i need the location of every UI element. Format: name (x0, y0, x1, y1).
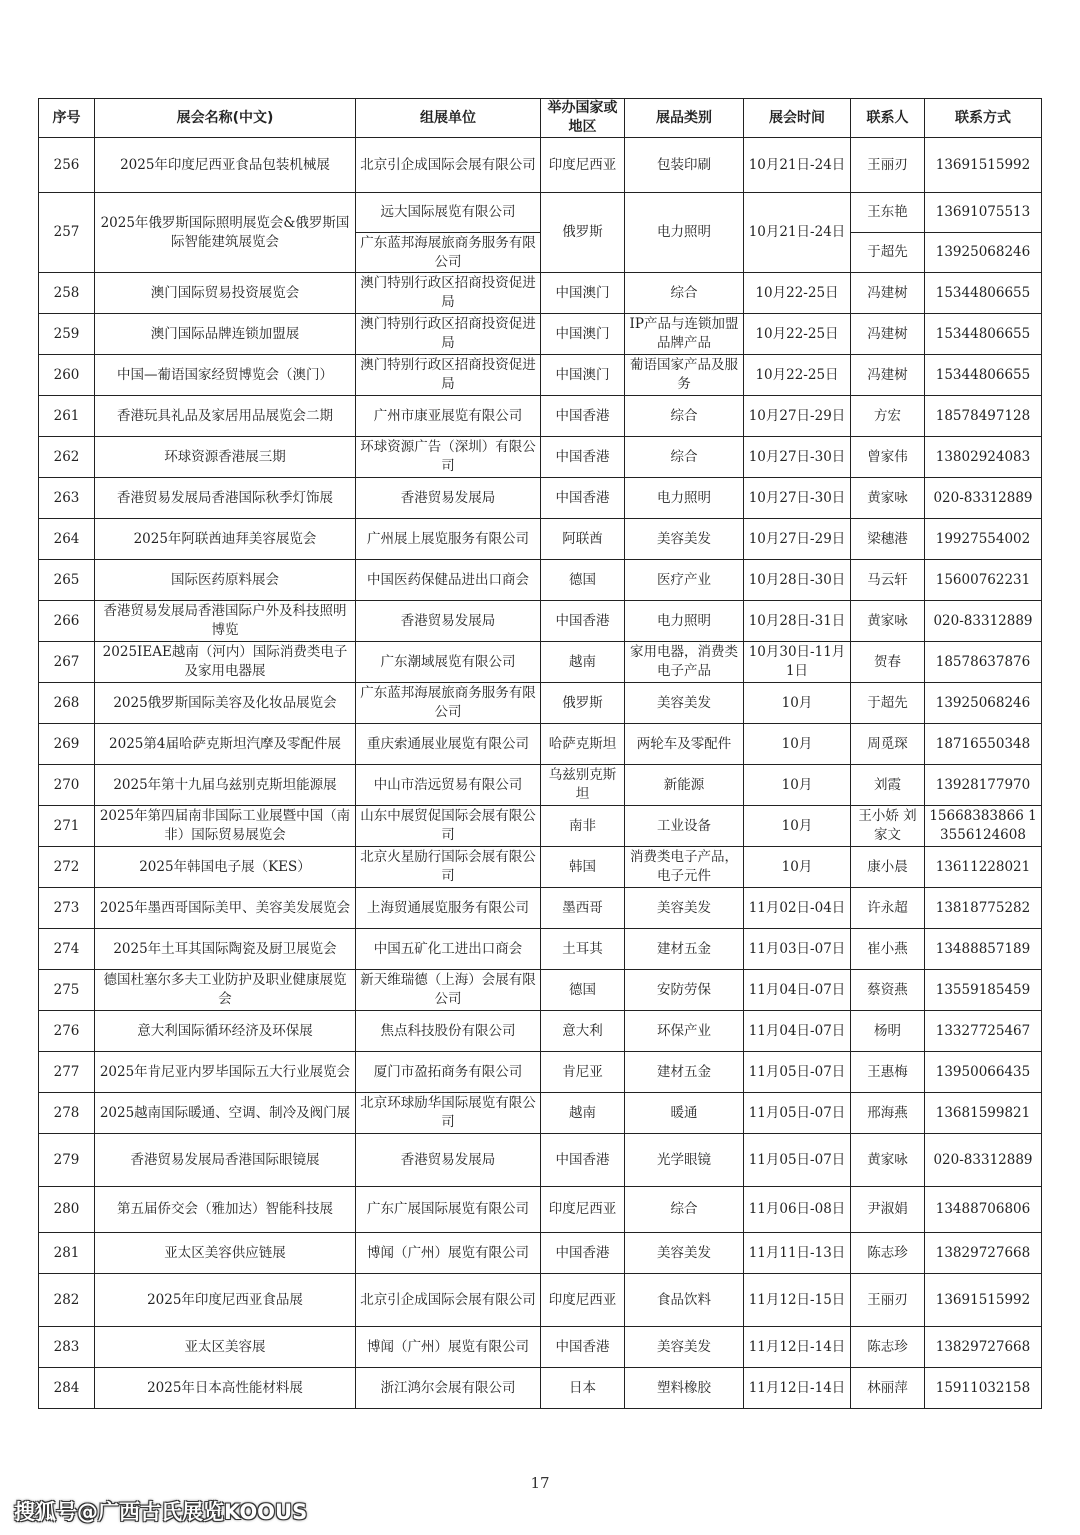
row-organizer: 焦点科技股份有限公司 (356, 1011, 541, 1052)
row-time: 11月12日-14日 (744, 1327, 851, 1368)
table-row (39, 1011, 1042, 1052)
row-serial: 271 (39, 806, 95, 847)
table-row (39, 314, 1042, 355)
row-exhibition-name: 2025年俄罗斯国际照明展览会&俄罗斯国际智能建筑展览会 (95, 193, 356, 273)
table-row (39, 478, 1042, 519)
row-serial: 268 (39, 683, 95, 724)
table-header-row (39, 99, 1042, 138)
row-phone: 13559185459 (925, 970, 1042, 1011)
row-time: 11月05日-07日 (744, 1093, 851, 1134)
row-time: 11月04日-07日 (744, 970, 851, 1011)
row-category: 综合 (625, 396, 744, 437)
table-row (39, 642, 1042, 683)
row-exhibition-name: 亚太区美容供应链展 (95, 1233, 356, 1274)
row-time: 10月21日-24日 (744, 138, 851, 193)
row-organizer: 新天维瑞德（上海）会展有限公司 (356, 970, 541, 1011)
table-row (39, 765, 1042, 806)
table-body (39, 138, 1042, 1409)
row-contact: 于超先 (851, 233, 925, 273)
row-category: 暖通 (625, 1093, 744, 1134)
row-phone: 19927554002 (925, 519, 1042, 560)
row-category: 综合 (625, 1187, 744, 1233)
row-time: 10月28日-30日 (744, 560, 851, 601)
row-contact: 梁穗港 (851, 519, 925, 560)
row-exhibition-name: 香港贸易发展局香港国际眼镜展 (95, 1134, 356, 1187)
row-contact: 于超先 (851, 683, 925, 724)
row-phone: 15344806655 (925, 273, 1042, 314)
row-country: 中国香港 (541, 1327, 625, 1368)
row-category: 新能源 (625, 765, 744, 806)
row-serial: 270 (39, 765, 95, 806)
row-exhibition-name: 中国—葡语国家经贸博览会（澳门） (95, 355, 356, 396)
row-exhibition-name: 澳门国际品牌连锁加盟展 (95, 314, 356, 355)
row-country: 乌兹别克斯坦 (541, 765, 625, 806)
row-exhibition-name: 2025年第四届南非国际工业展暨中国（南非）国际贸易展览会 (95, 806, 356, 847)
row-phone: 020-83312889 (925, 478, 1042, 519)
row-country: 日本 (541, 1368, 625, 1409)
row-category: 葡语国家产品及服务 (625, 355, 744, 396)
row-contact: 王丽刃 (851, 138, 925, 193)
row-time: 10月27日-30日 (744, 478, 851, 519)
row-phone: 15668383866 13556124608 (925, 806, 1042, 847)
row-country: 中国澳门 (541, 355, 625, 396)
row-contact: 康小晨 (851, 847, 925, 888)
row-category: 综合 (625, 437, 744, 478)
table-row (39, 1093, 1042, 1134)
row-country: 韩国 (541, 847, 625, 888)
row-organizer: 广东广展国际展览有限公司 (356, 1187, 541, 1233)
row-country: 印度尼西亚 (541, 138, 625, 193)
table-row (39, 601, 1042, 642)
row-category: 电力照明 (625, 478, 744, 519)
row-category: 建材五金 (625, 1052, 744, 1093)
row-contact: 王惠梅 (851, 1052, 925, 1093)
row-organizer: 远大国际展览有限公司 (356, 193, 541, 233)
row-contact: 王丽刃 (851, 1274, 925, 1327)
page-number: 17 (530, 1474, 550, 1492)
table-row (39, 138, 1042, 193)
row-phone: 020-83312889 (925, 1134, 1042, 1187)
row-country: 中国香港 (541, 1134, 625, 1187)
row-phone: 13928177970 (925, 765, 1042, 806)
row-category: 食品饮料 (625, 1274, 744, 1327)
row-time: 11月12日-15日 (744, 1274, 851, 1327)
row-serial: 279 (39, 1134, 95, 1187)
row-category: 家用电器，消费类电子产品 (625, 642, 744, 683)
row-organizer: 重庆索通展业展览有限公司 (356, 724, 541, 765)
row-organizer: 广东蓝邦海展旅商务服务有限公司 (356, 233, 541, 273)
row-category: 光学眼镜 (625, 1134, 744, 1187)
row-phone: 13611228021 (925, 847, 1042, 888)
row-country: 中国香港 (541, 478, 625, 519)
row-contact: 方宏 (851, 396, 925, 437)
header-exhibition-name: 展会名称(中文) (95, 99, 356, 138)
row-time: 11月12日-14日 (744, 1368, 851, 1409)
row-category: 建材五金 (625, 929, 744, 970)
row-contact: 冯建树 (851, 273, 925, 314)
row-exhibition-name: 2025年日本高性能材料展 (95, 1368, 356, 1409)
row-phone: 13802924083 (925, 437, 1042, 478)
row-country: 中国澳门 (541, 314, 625, 355)
row-exhibition-name: 2025越南国际暖通、空调、制冷及阀门展 (95, 1093, 356, 1134)
row-organizer: 北京引企成国际会展有限公司 (356, 138, 541, 193)
table-row (39, 355, 1042, 396)
row-serial: 273 (39, 888, 95, 929)
row-time: 10月27日-30日 (744, 437, 851, 478)
row-exhibition-name: 环球资源香港展三期 (95, 437, 356, 478)
row-organizer: 上海贸通展览服务有限公司 (356, 888, 541, 929)
row-exhibition-name: 亚太区美容展 (95, 1327, 356, 1368)
header-organizer: 组展单位 (356, 99, 541, 138)
header-time: 展会时间 (744, 99, 851, 138)
table-row (39, 1368, 1042, 1409)
table-row (39, 396, 1042, 437)
row-country: 印度尼西亚 (541, 1187, 625, 1233)
table-row (39, 193, 1042, 233)
row-country: 德国 (541, 560, 625, 601)
row-contact: 冯建树 (851, 314, 925, 355)
table-row (39, 847, 1042, 888)
table-row (39, 888, 1042, 929)
row-phone: 13691515992 (925, 138, 1042, 193)
table-row (39, 273, 1042, 314)
row-contact: 林丽萍 (851, 1368, 925, 1409)
row-exhibition-name: 澳门国际贸易投资展览会 (95, 273, 356, 314)
table-row (39, 1187, 1042, 1233)
row-serial: 269 (39, 724, 95, 765)
row-organizer: 博闻（广州）展览有限公司 (356, 1233, 541, 1274)
row-serial: 256 (39, 138, 95, 193)
row-time: 10月 (744, 683, 851, 724)
row-contact: 邢海燕 (851, 1093, 925, 1134)
row-organizer: 环球资源广告（深圳）有限公司 (356, 437, 541, 478)
row-organizer: 广东蓝邦海展旅商务服务有限公司 (356, 683, 541, 724)
row-category: 包装印刷 (625, 138, 744, 193)
header-phone: 联系方式 (925, 99, 1042, 138)
row-organizer: 北京火星励行国际会展有限公司 (356, 847, 541, 888)
row-phone: 13691075513 (925, 193, 1042, 233)
row-phone: 18716550348 (925, 724, 1042, 765)
row-organizer: 北京引企成国际会展有限公司 (356, 1274, 541, 1327)
row-category: IP产品与连锁加盟品牌产品 (625, 314, 744, 355)
row-phone: 13681599821 (925, 1093, 1042, 1134)
row-contact: 贺春 (851, 642, 925, 683)
row-contact: 陈志珍 (851, 1327, 925, 1368)
row-serial: 276 (39, 1011, 95, 1052)
row-category: 电力照明 (625, 601, 744, 642)
row-exhibition-name: 意大利国际循环经济及环保展 (95, 1011, 356, 1052)
row-country: 中国香港 (541, 396, 625, 437)
row-phone: 13925068246 (925, 683, 1042, 724)
header-contact: 联系人 (851, 99, 925, 138)
row-contact: 王东艳 (851, 193, 925, 233)
table-row (39, 806, 1042, 847)
row-serial: 272 (39, 847, 95, 888)
row-phone: 020-83312889 (925, 601, 1042, 642)
row-exhibition-name: 2025年韩国电子展（KES） (95, 847, 356, 888)
row-exhibition-name: 2025年印度尼西亚食品包装机械展 (95, 138, 356, 193)
header-country: 举办国家或地区 (541, 99, 625, 138)
table-row (39, 683, 1042, 724)
row-contact: 蔡资燕 (851, 970, 925, 1011)
table-row (39, 1327, 1042, 1368)
row-serial: 265 (39, 560, 95, 601)
row-category: 消费类电子产品，电子元件 (625, 847, 744, 888)
row-organizer: 澳门特别行政区招商投资促进局 (356, 314, 541, 355)
row-organizer: 北京环球励华国际展览有限公司 (356, 1093, 541, 1134)
row-country: 肯尼亚 (541, 1052, 625, 1093)
row-serial: 266 (39, 601, 95, 642)
row-serial: 278 (39, 1093, 95, 1134)
row-country: 阿联酋 (541, 519, 625, 560)
table-row (39, 929, 1042, 970)
row-exhibition-name: 香港玩具礼品及家居用品展览会二期 (95, 396, 356, 437)
row-serial: 260 (39, 355, 95, 396)
row-phone: 13818775282 (925, 888, 1042, 929)
row-organizer: 浙江鸿尔会展有限公司 (356, 1368, 541, 1409)
row-time: 11月03日-07日 (744, 929, 851, 970)
row-country: 意大利 (541, 1011, 625, 1052)
table-row (39, 560, 1042, 601)
row-organizer: 澳门特别行政区招商投资促进局 (356, 273, 541, 314)
row-exhibition-name: 2025年第十九届乌兹别克斯坦能源展 (95, 765, 356, 806)
row-exhibition-name: 2025年墨西哥国际美甲、美容美发展览会 (95, 888, 356, 929)
row-phone: 13327725467 (925, 1011, 1042, 1052)
row-phone: 13488857189 (925, 929, 1042, 970)
row-category: 美容美发 (625, 1327, 744, 1368)
row-organizer: 中国医药保健品进出口商会 (356, 560, 541, 601)
row-exhibition-name: 第五届侨交会（雅加达）智能科技展 (95, 1187, 356, 1233)
row-category: 美容美发 (625, 519, 744, 560)
row-country: 俄罗斯 (541, 683, 625, 724)
row-phone: 13488706806 (925, 1187, 1042, 1233)
row-country: 中国香港 (541, 601, 625, 642)
row-serial: 283 (39, 1327, 95, 1368)
row-country: 德国 (541, 970, 625, 1011)
row-category: 综合 (625, 273, 744, 314)
table-row (39, 724, 1042, 765)
row-country: 中国香港 (541, 1233, 625, 1274)
table-row (39, 1274, 1042, 1327)
table-row (39, 970, 1042, 1011)
row-contact: 曾家伟 (851, 437, 925, 478)
row-contact: 尹淑娟 (851, 1187, 925, 1233)
row-time: 10月21日-24日 (744, 193, 851, 273)
row-exhibition-name: 2025年肯尼亚内罗毕国际五大行业展览会 (95, 1052, 356, 1093)
row-time: 10月27日-29日 (744, 519, 851, 560)
row-time: 10月28日-31日 (744, 601, 851, 642)
row-category: 安防劳保 (625, 970, 744, 1011)
row-country: 中国香港 (541, 437, 625, 478)
row-serial: 258 (39, 273, 95, 314)
row-time: 10月 (744, 806, 851, 847)
row-category: 美容美发 (625, 683, 744, 724)
row-phone: 15600762231 (925, 560, 1042, 601)
row-country: 哈萨克斯坦 (541, 724, 625, 765)
row-time: 10月22-25日 (744, 314, 851, 355)
row-exhibition-name: 2025IEAE越南（河内）国际消费类电子及家用电器展 (95, 642, 356, 683)
row-serial: 263 (39, 478, 95, 519)
row-organizer: 广州展上展览服务有限公司 (356, 519, 541, 560)
row-phone: 13950066435 (925, 1052, 1042, 1093)
row-time: 10月22-25日 (744, 273, 851, 314)
row-phone: 13691515992 (925, 1274, 1042, 1327)
row-phone: 18578637876 (925, 642, 1042, 683)
row-contact: 崔小燕 (851, 929, 925, 970)
row-exhibition-name: 2025年印度尼西亚食品展 (95, 1274, 356, 1327)
row-serial: 280 (39, 1187, 95, 1233)
row-category: 工业设备 (625, 806, 744, 847)
row-country: 南非 (541, 806, 625, 847)
row-serial: 281 (39, 1233, 95, 1274)
row-serial: 257 (39, 193, 95, 273)
row-phone: 13829727668 (925, 1233, 1042, 1274)
row-serial: 274 (39, 929, 95, 970)
row-phone: 15344806655 (925, 314, 1042, 355)
row-exhibition-name: 国际医药原料展会 (95, 560, 356, 601)
row-organizer: 香港贸易发展局 (356, 601, 541, 642)
row-exhibition-name: 香港贸易发展局香港国际户外及科技照明博览 (95, 601, 356, 642)
table-row (39, 1052, 1042, 1093)
row-organizer: 广东潮域展览有限公司 (356, 642, 541, 683)
row-time: 10月 (744, 847, 851, 888)
row-serial: 264 (39, 519, 95, 560)
row-country: 越南 (541, 642, 625, 683)
row-serial: 277 (39, 1052, 95, 1093)
row-serial: 282 (39, 1274, 95, 1327)
header-category: 展品类别 (625, 99, 744, 138)
row-serial: 275 (39, 970, 95, 1011)
row-category: 美容美发 (625, 888, 744, 929)
row-organizer: 中山市浩远贸易有限公司 (356, 765, 541, 806)
row-contact: 黄家咏 (851, 601, 925, 642)
header-serial: 序号 (39, 99, 95, 138)
row-time: 11月05日-07日 (744, 1134, 851, 1187)
row-time: 11月04日-07日 (744, 1011, 851, 1052)
exhibition-table (38, 98, 1042, 1409)
row-organizer: 厦门市盈拓商务有限公司 (356, 1052, 541, 1093)
row-organizer: 博闻（广州）展览有限公司 (356, 1327, 541, 1368)
row-exhibition-name: 2025年土耳其国际陶瓷及厨卫展览会 (95, 929, 356, 970)
row-phone: 18578497128 (925, 396, 1042, 437)
row-country: 中国澳门 (541, 273, 625, 314)
row-category: 电力照明 (625, 193, 744, 273)
row-time: 10月22-25日 (744, 355, 851, 396)
table-row (39, 519, 1042, 560)
row-category: 塑料橡胶 (625, 1368, 744, 1409)
row-serial: 267 (39, 642, 95, 683)
row-category: 两轮车及零配件 (625, 724, 744, 765)
row-category: 医疗产业 (625, 560, 744, 601)
row-time: 11月05日-07日 (744, 1052, 851, 1093)
table-row (39, 437, 1042, 478)
row-organizer: 广州市康亚展览有限公司 (356, 396, 541, 437)
row-country: 土耳其 (541, 929, 625, 970)
row-organizer: 澳门特别行政区招商投资促进局 (356, 355, 541, 396)
row-contact: 刘霞 (851, 765, 925, 806)
row-contact: 黄家咏 (851, 478, 925, 519)
row-country: 印度尼西亚 (541, 1274, 625, 1327)
row-phone: 15911032158 (925, 1368, 1042, 1409)
row-organizer: 山东中展贸促国际会展有限公司 (356, 806, 541, 847)
row-exhibition-name: 2025第4届哈萨克斯坦汽摩及零配件展 (95, 724, 356, 765)
row-serial: 259 (39, 314, 95, 355)
table-row (39, 1134, 1042, 1187)
row-serial: 261 (39, 396, 95, 437)
row-phone: 15344806655 (925, 355, 1042, 396)
row-time: 11月02日-04日 (744, 888, 851, 929)
row-time: 11月11日-13日 (744, 1233, 851, 1274)
row-contact: 周觅琛 (851, 724, 925, 765)
row-organizer: 中国五矿化工进出口商会 (356, 929, 541, 970)
row-time: 11月06日-08日 (744, 1187, 851, 1233)
row-country: 墨西哥 (541, 888, 625, 929)
row-organizer: 香港贸易发展局 (356, 478, 541, 519)
row-country: 俄罗斯 (541, 193, 625, 273)
row-contact: 王小娇 刘家文 (851, 806, 925, 847)
row-contact: 许永超 (851, 888, 925, 929)
row-contact: 冯建树 (851, 355, 925, 396)
row-contact: 陈志珍 (851, 1233, 925, 1274)
row-exhibition-name: 2025俄罗斯国际美容及化妆品展览会 (95, 683, 356, 724)
row-category: 美容美发 (625, 1233, 744, 1274)
row-time: 10月 (744, 765, 851, 806)
row-contact: 马云轩 (851, 560, 925, 601)
row-contact: 杨明 (851, 1011, 925, 1052)
row-exhibition-name: 香港贸易发展局香港国际秋季灯饰展 (95, 478, 356, 519)
row-serial: 262 (39, 437, 95, 478)
watermark: 搜狐号@广西古氏展览KOOUS (14, 1500, 308, 1524)
row-country: 越南 (541, 1093, 625, 1134)
row-time: 10月27日-29日 (744, 396, 851, 437)
row-time: 10月 (744, 724, 851, 765)
row-exhibition-name: 2025年阿联酋迪拜美容展览会 (95, 519, 356, 560)
row-exhibition-name: 德国杜塞尔多夫工业防护及职业健康展览会 (95, 970, 356, 1011)
row-serial: 284 (39, 1368, 95, 1409)
row-time: 10月30日-11月1日 (744, 642, 851, 683)
row-phone: 13829727668 (925, 1327, 1042, 1368)
row-organizer: 香港贸易发展局 (356, 1134, 541, 1187)
table-row (39, 1233, 1042, 1274)
row-category: 环保产业 (625, 1011, 744, 1052)
row-phone: 13925068246 (925, 233, 1042, 273)
row-contact: 黄家咏 (851, 1134, 925, 1187)
